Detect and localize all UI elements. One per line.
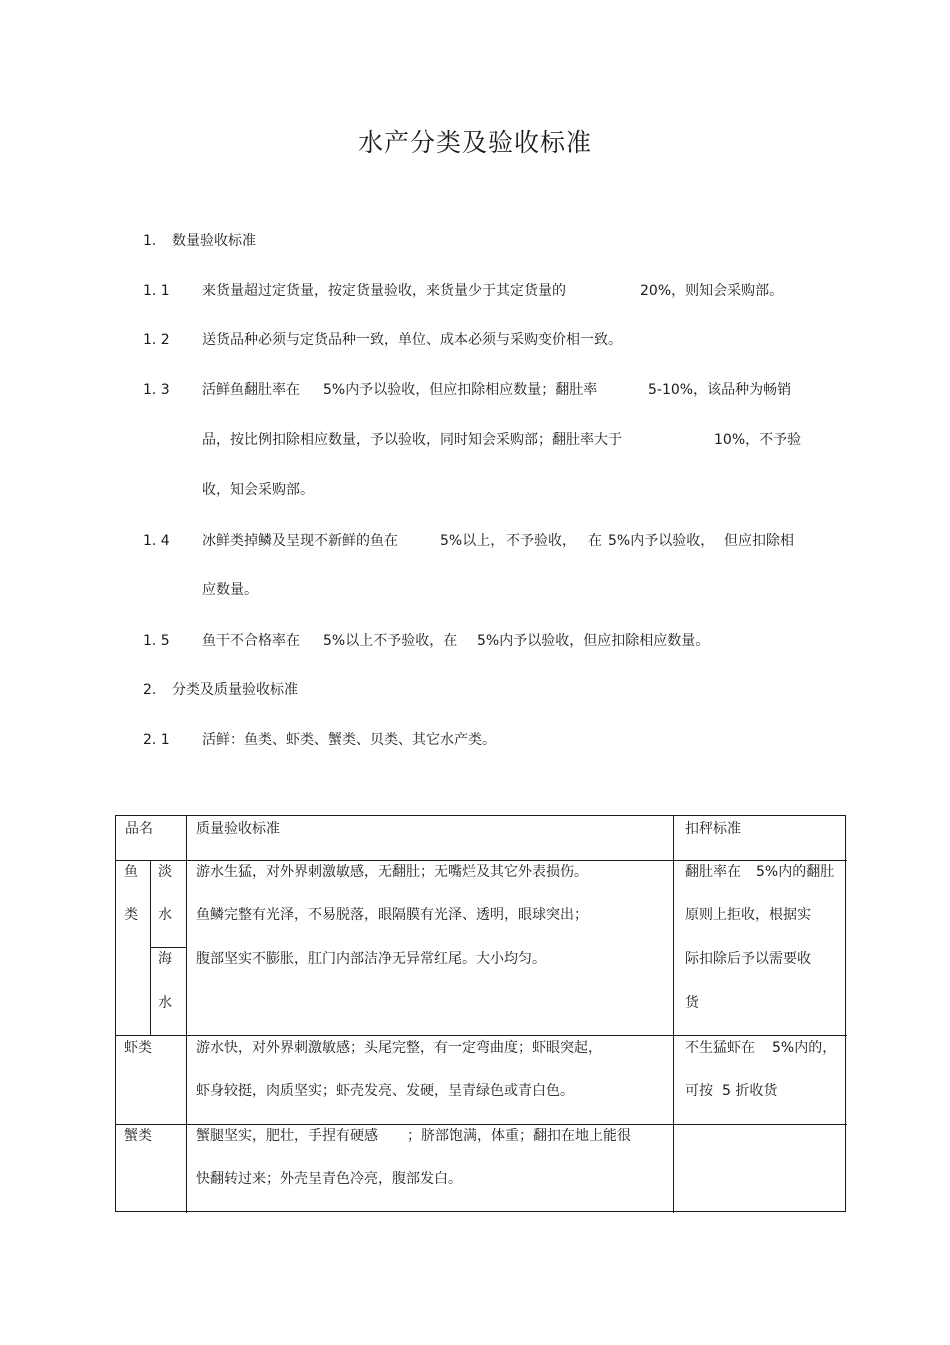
item-text: 活鲜：鱼类、虾类、蟹类、贝类、其它水产类。 <box>202 732 496 748</box>
deduct-text: 5%内的翻肚 <box>756 864 835 880</box>
quality-text: 游水生猛，对外界刺激敏感，无翻肚；无嘴烂及其它外表损伤。 <box>196 864 588 880</box>
item-number: 1. 3 <box>143 382 170 398</box>
category-label: 虾类 <box>124 1040 152 1056</box>
deduct-text: 不生猛虾在 <box>685 1040 755 1056</box>
table-divider <box>150 947 186 948</box>
item-text: 活鲜鱼翻肚率在 <box>202 382 300 398</box>
deduct-text: 货 <box>685 995 699 1011</box>
item-text: 5%以上， <box>440 533 505 549</box>
subcategory-label: 海 <box>158 951 172 967</box>
item-text: 10%，不予验 <box>714 432 802 448</box>
table-divider <box>673 816 674 1213</box>
item-text: 5%内予以验收， <box>608 533 715 549</box>
section-heading: 分类及质量验收标准 <box>172 682 298 698</box>
deduct-text: 5%内的， <box>772 1040 837 1056</box>
item-text: 鱼干不合格率在 <box>202 633 300 649</box>
item-number: 1. 1 <box>143 283 170 299</box>
item-text: 应数量。 <box>202 582 258 598</box>
item-text: 收，知会采购部。 <box>202 482 314 498</box>
category-label: 鱼 <box>124 864 138 880</box>
quality-text: 游水快，对外界刺激敏感；头尾完整，有一定弯曲度；虾眼突起， <box>196 1040 602 1056</box>
table-header: 扣秤标准 <box>685 821 741 837</box>
section-number: 2. <box>143 682 157 698</box>
item-text: 品，按比例扣除相应数量，予以验收，同时知会采购部；翻肚率大于 <box>202 432 622 448</box>
subcategory-label: 淡 <box>158 864 172 880</box>
table-header: 质量验收标准 <box>196 821 280 837</box>
item-text: 5-10%，该品种为畅销 <box>648 382 792 398</box>
quality-text: 鱼鳞完整有光泽，不易脱落，眼隔膜有光泽、透明，眼球突出； <box>196 907 588 923</box>
category-label: 类 <box>124 907 138 923</box>
table-divider <box>116 860 847 861</box>
quality-table <box>115 815 846 1212</box>
section-number: 1. <box>143 233 157 249</box>
deduct-text: 5 折收货 <box>722 1083 778 1099</box>
item-text: 送货品种必须与定货品种一致，单位、成本必须与采购变价相一致。 <box>202 332 622 348</box>
deduct-text: 原则上拒收，根据实 <box>685 907 811 923</box>
deduct-text: 际扣除后予以需要收 <box>685 951 811 967</box>
quality-text: 虾身较挺，肉质坚实；虾壳发亮、发硬，呈青绿色或青白色。 <box>196 1083 574 1099</box>
item-text: 5%内予以验收，但应扣除相应数量；翻肚率 <box>323 382 598 398</box>
item-number: 2. 1 <box>143 732 170 748</box>
table-header: 品名 <box>125 821 153 837</box>
quality-text: 快翻转过来；外壳呈青色冷亮，腹部发白。 <box>196 1171 462 1187</box>
item-text: 在 <box>588 533 602 549</box>
deduct-text: 可按 <box>685 1083 713 1099</box>
item-number: 1. 2 <box>143 332 170 348</box>
subcategory-label: 水 <box>158 995 172 1011</box>
page-title: 水产分类及验收标准 <box>357 128 592 157</box>
section-heading: 数量验收标准 <box>172 233 256 249</box>
quality-text: ；脐部饱满，体重；翻扣在地上能很 <box>407 1128 631 1144</box>
item-text: 冰鲜类掉鳞及呈现不新鲜的鱼在 <box>202 533 398 549</box>
quality-text: 腹部坚实不膨胀，肛门内部洁净无异常红尾。大小均匀。 <box>196 951 546 967</box>
item-text: 来货量超过定货量，按定货量验收，来货量少于其定货量的 <box>202 283 566 299</box>
item-text: 不予验收， <box>506 533 576 549</box>
table-divider <box>186 816 187 1213</box>
item-text: 但应扣除相 <box>724 533 794 549</box>
table-divider <box>116 1035 847 1036</box>
item-text: 20%，则知会采购部。 <box>640 283 784 299</box>
item-number: 1. 5 <box>143 633 170 649</box>
item-number: 1. 4 <box>143 533 170 549</box>
deduct-text: 翻肚率在 <box>685 864 741 880</box>
quality-text: 蟹腿坚实，肥壮，手捏有硬感 <box>196 1128 378 1144</box>
category-label: 蟹类 <box>124 1128 152 1144</box>
table-divider <box>116 1124 847 1125</box>
item-text: 5%内予以验收，但应扣除相应数量。 <box>477 633 710 649</box>
item-text: 5%以上不予验收，在 <box>323 633 458 649</box>
subcategory-label: 水 <box>158 907 172 923</box>
